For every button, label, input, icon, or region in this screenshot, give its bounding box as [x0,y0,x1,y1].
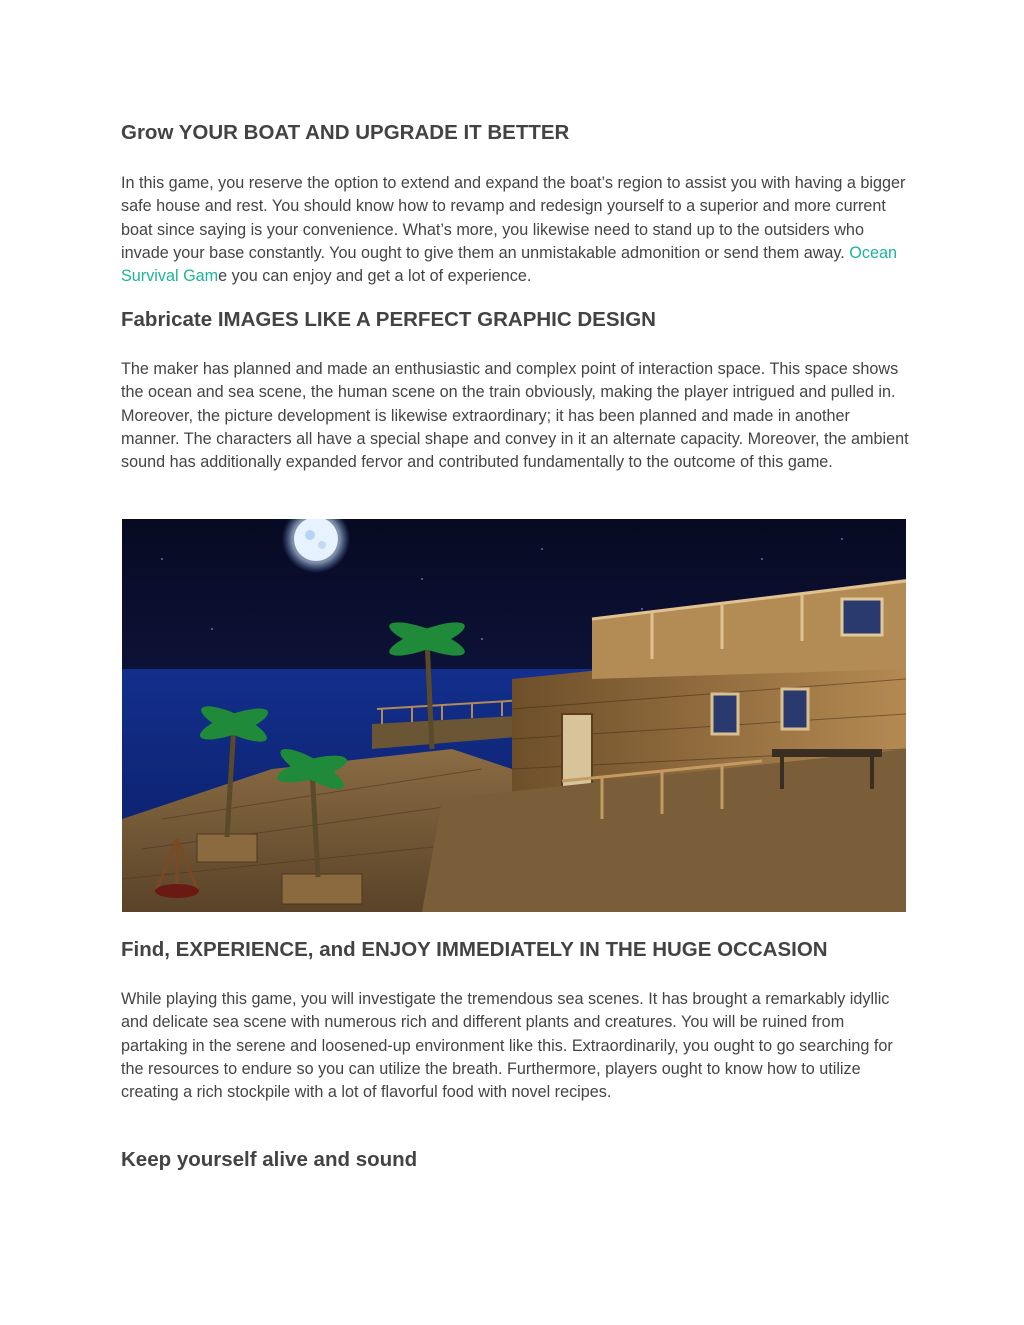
game-screenshot-image [122,519,906,912]
raft-night-scene-icon [122,519,906,912]
paragraph-text: In this game, you reserve the option to extend and expand the boat’s region to assist you with having a bigger safe house and rest. You should know how to revamp and redesign yourself to a superior and more current boat since saying is your convenience. What’s more, you likewise need to stand up to the outsiders who invade your base constantly. You ought to give them an unmistakable admonition or send them away. [121,174,906,262]
section-heading-find-experience: Find, EXPERIENCE, and ENJOY IMMEDIATELY IN THE HUGE OCCASION [121,938,828,961]
ocean-survival-game-link[interactable]: Ocean Survival Gam [121,243,897,286]
section-heading-keep-alive: Keep yourself alive and sound [121,1148,418,1171]
section-paragraph-fabricate-images: The maker has planned and made an enthusiastic and complex point of interaction space. This space shows the ocean and sea scene, the human scene on the train obviously, making the player intrigued and pulled in. Moreover, the picture development is likewise extraordinary; it has been planned and made in another manner. The characters all have a special shape and convey in it an alternate capacity. Moreover, the ambient sound has additionally expanded fervor and contributed fundamentally to the outcome of this game. [121,360,909,472]
paragraph-text-tail: e you can enjoy and get a lot of experience. [218,267,532,286]
section-paragraph-find-experience: While playing this game, you will investigate the tremendous sea scenes. It has brought a remarkably idyllic and delicate sea scene with numerous rich and different plants and creatures. You will be ruined from partaking in the serene and loosened-up environment like this. Extraordinarily, you ought to go searching for the resources to endure so you can utilize the breath. Furthermore, players ought to know how to utilize creating a rich stockpile with a lot of flavorful food with novel recipes. [121,990,893,1102]
section-paragraph-grow-boat [121,172,911,288]
section-heading-fabricate-images: Fabricate IMAGES LIKE A PERFECT GRAPHIC DESIGN [121,308,656,331]
section-heading-grow-boat: Grow YOUR BOAT AND UPGRADE IT BETTER [121,121,570,144]
